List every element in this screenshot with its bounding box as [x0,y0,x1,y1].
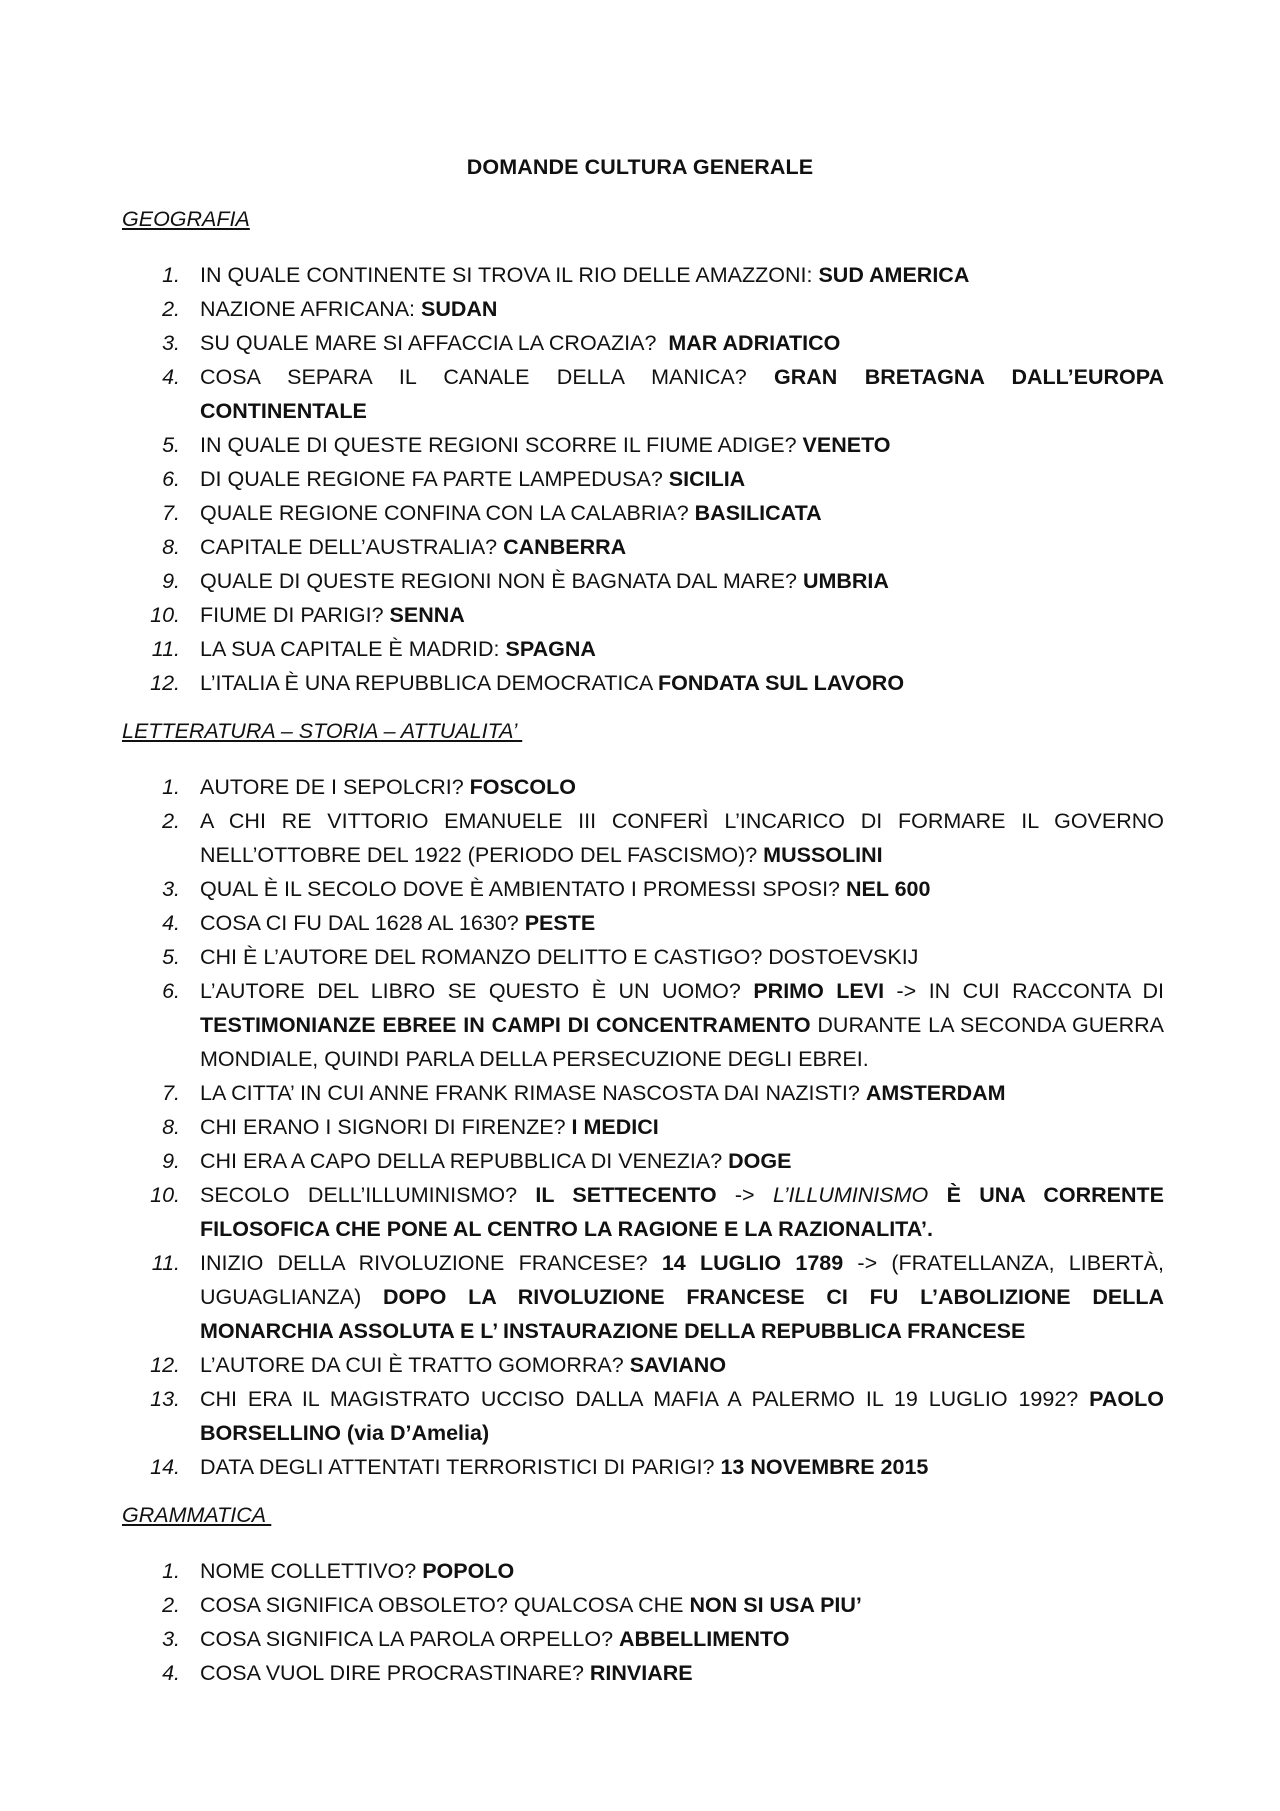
question-text: LA SUA CAPITALE È MADRID: [200,637,506,661]
list-item [0,872,1280,906]
list-item [0,428,1280,462]
question-text: L’AUTORE DEL LIBRO SE QUESTO È UN UOMO? [200,979,754,1003]
answer-text: UMBRIA [802,569,889,593]
answer-text: MAR ADRIATICO [668,331,841,355]
question-text: SU QUALE MARE SI AFFACCIA LA CROAZIA? [200,331,669,355]
list-item [0,564,1280,598]
list-item [0,1110,1280,1144]
question-text: COSA SIGNIFICA LA PAROLA ORPELLO? [200,1627,620,1651]
list-item [0,940,1280,974]
question-text: COSA CI FU DAL 1628 AL 1630? [200,911,525,935]
answer-text: PAOLO BORSELLINO (via D’Amelia) [200,1387,1164,1445]
item-number: 2. [162,1593,180,1617]
question-text: FIUME DI PARIGI? [200,603,390,627]
item-number: 11. [151,1251,180,1275]
section-heading-letteratura: LETTERATURA – STORIA – ATTUALITA’ [122,719,523,743]
item-number: 9. [162,569,180,593]
question-text: DI QUALE REGIONE FA PARTE LAMPEDUSA? [200,467,669,491]
list-item [0,360,1280,428]
list-item [0,1144,1280,1178]
question-text: SECOLO DELL’ILLUMINISMO? [200,1183,536,1207]
answer-text: CANBERRA [503,535,627,559]
item-number: 4. [162,911,180,935]
list-item [0,666,1280,700]
italic-term: L’ILLUMINISMO [772,1183,929,1207]
item-number: 5. [162,945,180,969]
question-text: INIZIO DELLA RIVOLUZIONE FRANCESE? [200,1251,662,1275]
question-text: L’ITALIA È UNA REPUBBLICA DEMOCRATICA [200,671,659,695]
question-text: CHI ERANO I SIGNORI DI FIRENZE? [200,1115,572,1139]
list-item [0,804,1280,872]
item-number: 10. [150,603,180,627]
answer-text: FOSCOLO [469,775,576,799]
item-number: 3. [162,331,180,355]
question-text: QUALE REGIONE CONFINA CON LA CALABRIA? [200,501,695,525]
item-number: 9. [162,1149,180,1173]
question-text: IN QUALE CONTINENTE SI TROVA IL RIO DELLE AMAZZONI: [200,263,819,287]
question-text: CHI ERA IL MAGISTRATO UCCISO DALLA MAFIA A PALERMO IL 19 LUGLIO 1992? [200,1387,1090,1411]
question-text: COSA SIGNIFICA OBSOLETO? QUALCOSA CHE [200,1593,690,1617]
list-item [0,462,1280,496]
item-number: 12. [150,1353,180,1377]
answer-text: BASILICATA [694,501,822,525]
question-text: AUTORE DE I SEPOLCRI? [200,775,470,799]
item-number: 3. [162,1627,180,1651]
item-number: 8. [162,1115,180,1139]
answer-text: SPAGNA [505,637,596,661]
item-number: 1. [162,775,180,799]
question-text: NOME COLLETTIVO? [200,1559,423,1583]
question-text: IN QUALE DI QUESTE REGIONI SCORRE IL FIUME ADIGE? [200,433,803,457]
answer-text: RINVIARE [589,1661,693,1685]
item-number: 1. [162,263,180,287]
list-item [0,906,1280,940]
question-text: LA CITTA’ IN CUI ANNE FRANK RIMASE NASCOSTA DAI NAZISTI? [200,1081,866,1105]
item-number: 14. [150,1455,180,1479]
question-list-letteratura [0,770,1280,1484]
answer-text-continued: TESTIMONIANZE EBREE IN CAMPI DI CONCENTRAMENTO [200,1013,811,1037]
question-text: NAZIONE AFRICANA: [200,297,422,321]
item-number: 8. [162,535,180,559]
list-item [0,1656,1280,1690]
item-number: 6. [162,979,180,1003]
answer-text: SUD AMERICA [818,263,970,287]
answer-text: NEL 600 [845,877,931,901]
answer-text: ABBELLIMENTO [619,1627,790,1651]
question-text: CHI ERA A CAPO DELLA REPUBBLICA DI VENEZIA? [200,1149,729,1173]
item-number: 4. [162,1661,180,1685]
item-number: 7. [162,501,180,525]
question-text: DATA DEGLI ATTENTATI TERRORISTICI DI PARIGI? [200,1455,721,1479]
answer-text: SENNA [389,603,465,627]
answer-text: GRAN BRETAGNA DALL’EUROPA CONTINENTALE [200,365,1164,423]
list-item [0,598,1280,632]
question-list-geografia [0,258,1280,700]
list-item [0,1348,1280,1382]
question-text: CAPITALE DELL’AUSTRALIA? [200,535,504,559]
item-number: 3. [162,877,180,901]
answer-text: NON SI USA PIU’ [689,1593,862,1617]
list-item [0,326,1280,360]
section-heading-geografia: GEOGRAFIA [122,207,250,231]
answer-text-continued: È UNA CORRENTE FILOSOFICA CHE PONE AL CENTRO LA RAGIONE E LA RAZIONALITA’. [200,1183,1165,1241]
list-item [0,770,1280,804]
answer-text: POPOLO [422,1559,515,1583]
list-item [0,496,1280,530]
answer-text: DOGE [728,1149,792,1173]
question-text-continued: -> (FRATELLANZA, LIBERTÀ, UGUAGLIANZA) [200,1251,1164,1309]
list-item [0,1076,1280,1110]
item-number: 7. [162,1081,180,1105]
answer-text: FONDATA SUL LAVORO [658,671,905,695]
item-number: 11. [151,637,180,661]
list-item [0,1622,1280,1656]
list-item [0,258,1280,292]
list-item [0,530,1280,564]
arrow-text: -> [716,1183,773,1207]
list-item [0,1382,1280,1450]
list-item [0,632,1280,666]
item-number: 2. [162,297,180,321]
answer-text: SICILIA [668,467,746,491]
item-number: 6. [162,467,180,491]
answer-text: 13 NOVEMBRE 2015 [720,1455,929,1479]
list-item [0,974,1280,1076]
question-text-tail: DURANTE LA SECONDA GUERRA MONDIALE, QUINDI PARLA DELLA PERSECUZIONE DEGLI EBREI. [200,1013,1164,1071]
section-heading-grammatica: GRAMMATICA [122,1503,272,1527]
item-number: 2. [162,809,180,833]
item-number: 1. [162,1559,180,1583]
answer-text: SUDAN [421,297,498,321]
list-item [0,1246,1280,1348]
answer-text: VENETO [802,433,891,457]
item-number: 13. [150,1387,180,1411]
list-item [0,292,1280,326]
list-item [0,1588,1280,1622]
question-text: QUAL È IL SECOLO DOVE È AMBIENTATO I PROMESSI SPOSI? [200,877,846,901]
question-text: COSA VUOL DIRE PROCRASTINARE? [200,1661,590,1685]
answer-text: MUSSOLINI [763,843,883,867]
answer-text: PESTE [524,911,596,935]
answer-text: AMSTERDAM [865,1081,1006,1105]
list-item [0,1450,1280,1484]
question-text-continued: -> IN CUI RACCONTA DI [884,979,1164,1003]
answer-text: PRIMO LEVI [753,979,885,1003]
question-list-grammatica [0,1554,1280,1690]
question-text: QUALE DI QUESTE REGIONI NON È BAGNATA DAL MARE? [200,569,803,593]
item-number: 12. [150,671,180,695]
item-number: 5. [162,433,180,457]
answer-text-continued: DOPO LA RIVOLUZIONE FRANCESE CI FU L’ABOLIZIONE DELLA MONARCHIA ASSOLUTA E L’ INSTAURAZIONE DELLA REPUBBLICA FRANCESE [200,1285,1164,1343]
answer-text: I MEDICI [571,1115,659,1139]
question-text: COSA SEPARA IL CANALE DELLA MANICA? [200,365,775,389]
list-item [0,1554,1280,1588]
list-item [0,1178,1280,1246]
answer-text: IL SETTECENTO [535,1183,717,1207]
item-number: 4. [162,365,180,389]
item-number: 10. [150,1183,180,1207]
question-text: CHI È L’AUTORE DEL ROMANZO DELITTO E CASTIGO? DOSTOEVSKIJ [200,945,919,969]
question-text: L’AUTORE DA CUI È TRATTO GOMORRA? [200,1353,630,1377]
answer-text: 14 LUGLIO 1789 [661,1251,844,1275]
question-text: A CHI RE VITTORIO EMANUELE III CONFERÌ L’INCARICO DI FORMARE IL GOVERNO NELL’OTTOBRE DEL 1922 (PERIODO DEL FASCISMO)? [200,809,1164,867]
page-title: DOMANDE CULTURA GENERALE [466,155,814,179]
answer-text: SAVIANO [629,1353,727,1377]
